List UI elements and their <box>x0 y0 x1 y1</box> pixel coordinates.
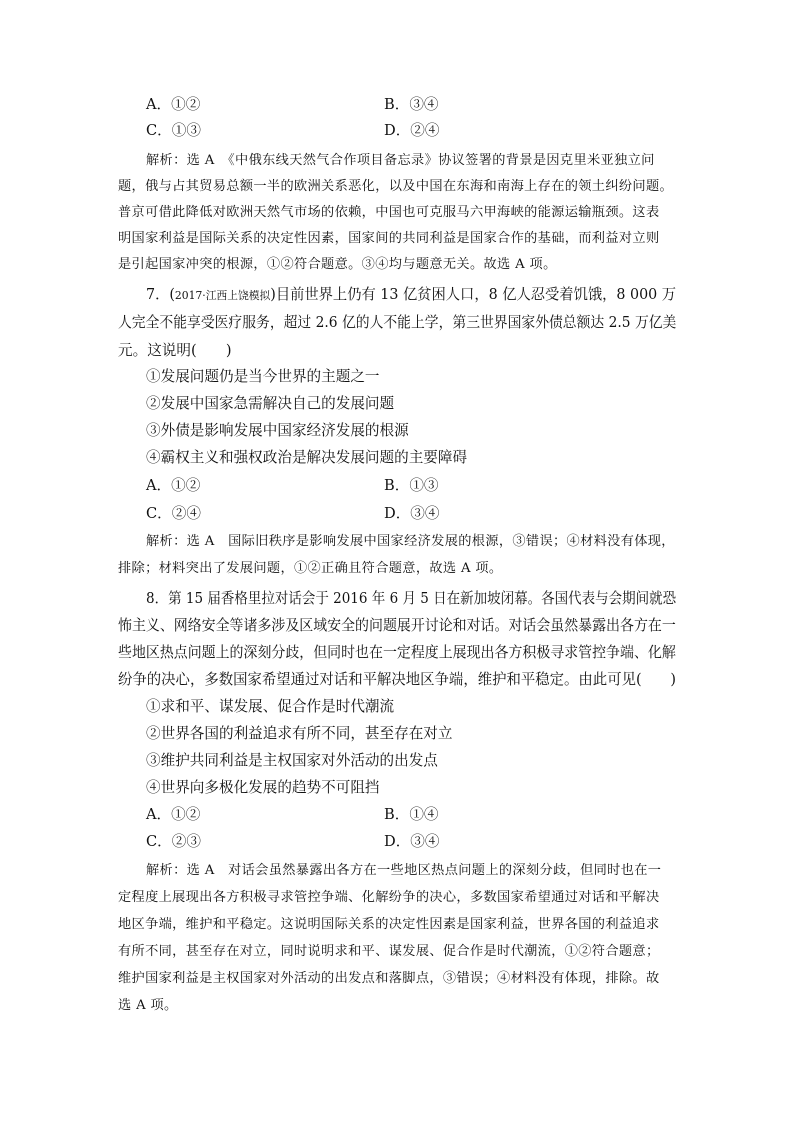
analysis-line: 是引起国家冲突的根源，①②符合题意。③④均与题意无关。故选 A 项。 <box>118 257 557 272</box>
analysis-line: 维护国家利益是主权国家对外活动的出发点和落脚点，③错误；④材料没有体现，排除。故 <box>118 971 660 986</box>
question-stem-line: 元。这说明( ) <box>118 342 232 359</box>
option-d: D．③④ <box>384 833 440 850</box>
analysis-line: 选 A 项。 <box>118 998 178 1013</box>
option-a: A．①② <box>146 806 201 823</box>
option-a: A．①② <box>146 96 201 113</box>
analysis-line: 普京可借此降低对欧洲天然气市场的依赖，中国也可克服马六甲海峡的能源运输瓶颈。这表 <box>118 205 660 220</box>
question-8-stem: 8．第 15 届香格里拉对话会于 2016 年 6 月 5 日在新加坡闭幕。各国代表与会期间就恐 <box>146 590 677 607</box>
option-d: D．③④ <box>384 505 440 522</box>
question-stem-line: 些地区热点问题上的深刻分歧，但同时也在一定程度上展现出各方积极寻求管控争端、化解 <box>118 644 676 661</box>
question-stem-line: 怖主义、网络安全等诸多涉及区域安全的问题展开讨论和对话。对话会虽然暴露出各方在一 <box>118 617 676 634</box>
analysis-line: 有所不同，甚至存在对立，同时说明求和平、谋发展、促合作是时代潮流，①②符合题意； <box>118 944 660 959</box>
statement: ②世界各国的利益追求有所不同，甚至存在对立 <box>146 725 453 742</box>
statement: ①发展问题仍是当今世界的主题之一 <box>146 368 380 385</box>
question-source: 2017·江西上饶模拟 <box>174 289 271 302</box>
analysis-line: 解析：选 A 对话会虽然暴露出各方在一些地区热点问题上的深刻分歧，但同时也在一 <box>146 863 662 878</box>
option-a: A．①② <box>146 477 201 494</box>
statement: ④世界向多极化发展的趋势不可阻挡 <box>146 779 380 796</box>
option-b: B．③④ <box>384 96 439 113</box>
option-d: D．②④ <box>384 122 440 139</box>
statement: ②发展中国家急需解决自己的发展问题 <box>146 395 395 412</box>
statement: ④霸权主义和强权政治是解决发展问题的主要障碍 <box>146 449 468 466</box>
analysis-line: 明国家利益是国际关系的决定性因素，国家间的共同利益是国家合作的基础，而利益对立则 <box>118 231 660 246</box>
option-c: C．②③ <box>146 833 201 850</box>
statement: ③维护共同利益是主权国家对外活动的出发点 <box>146 752 438 769</box>
question-number: 7．( <box>146 286 175 303</box>
option-c: C．②④ <box>146 505 201 522</box>
analysis-line: 解析：选 A 《中俄东线天然气合作项目备忘录》协议签署的背景是因克里米亚独立问 <box>146 153 655 168</box>
option-b: B．①④ <box>384 806 439 823</box>
option-c: C．①③ <box>146 122 201 139</box>
analysis-line: 解析：选 A 国际旧秩序是影响发展中国家经济发展的根源，③错误；④材料没有体现， <box>146 534 675 549</box>
question-stem-line: 纷争的决心，多数国家希望通过对话和平解决地区争端，维护和平稳定。由此可见( ) <box>118 671 676 688</box>
analysis-line: 题，俄与占其贸易总额一半的欧洲关系恶化，以及中国在东海和南海上存在的领土纠纷问题。 <box>118 179 674 194</box>
option-b: B．①③ <box>384 477 439 494</box>
statement: ③外债是影响发展中国家经济发展的根源 <box>146 422 409 439</box>
analysis-line: 地区争端，维护和平稳定。这说明国际关系的决定性因素是国家利益，世界各国的利益追求 <box>118 917 660 932</box>
analysis-line: 定程度上展现出各方积极寻求管控争端、化解纷争的决心，多数国家希望通过对话和平解决 <box>118 890 660 905</box>
analysis-line: 排除；材料突出了发展问题，①②正确且符合题意，故选 A 项。 <box>118 561 503 576</box>
question-stem-line: 人完全不能享受医疗服务，超过 2.6 亿的人不能上学，第三世界国家外债总额达 2.5 万亿美 <box>118 314 677 331</box>
question-7-stem <box>146 282 676 309</box>
question-stem-text: )目前世界上仍有 13 亿贫困人口，8 亿人忍受着饥饿，8 000 万 <box>270 286 677 303</box>
statement: ①求和平、谋发展、促合作是时代潮流 <box>146 698 395 715</box>
